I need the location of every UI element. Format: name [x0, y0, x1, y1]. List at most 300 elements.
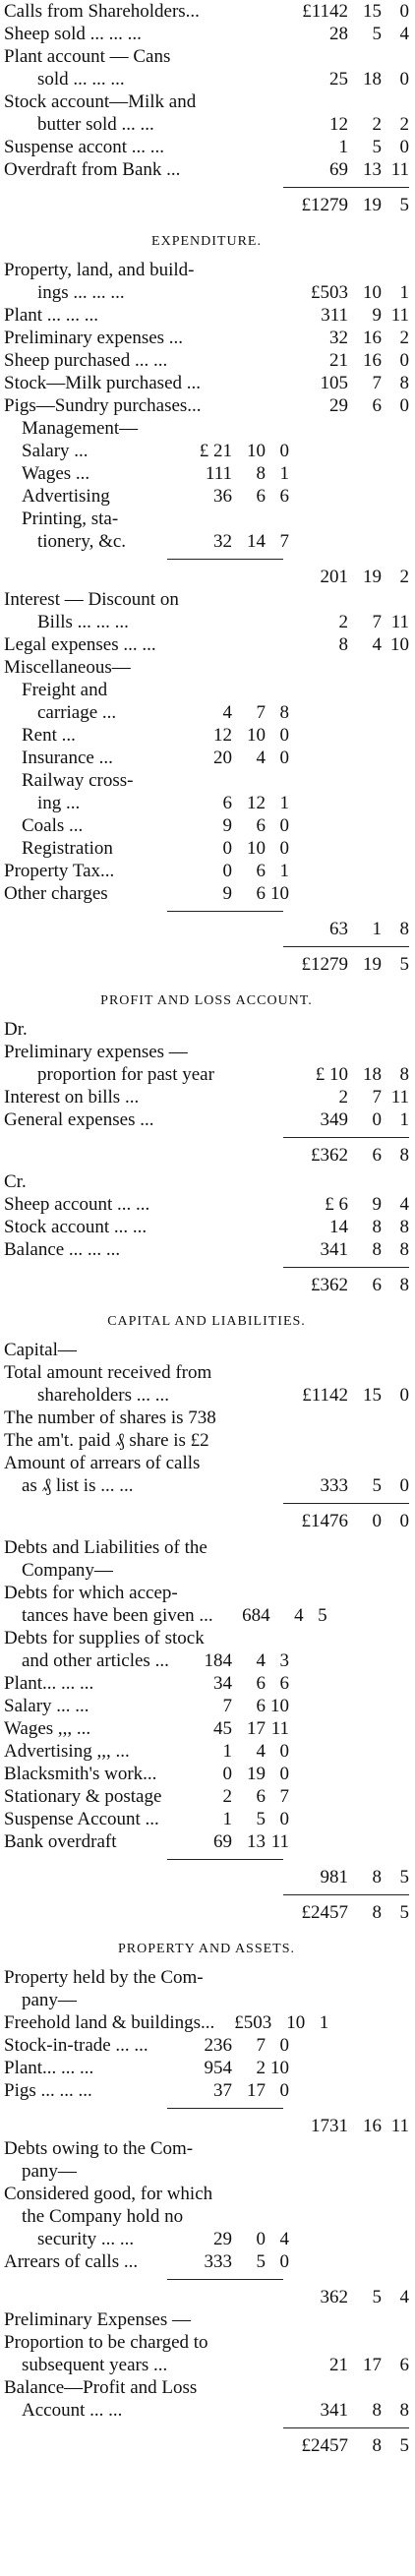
inner-amount — [175, 1695, 289, 1717]
row-label: carriage ... — [37, 702, 117, 723]
amount-part: £ 10 — [315, 1064, 348, 1085]
ledger-row — [4, 440, 409, 462]
row-label: Management— — [22, 418, 139, 439]
amount-part: 36 — [213, 486, 232, 507]
inner-amount — [175, 724, 289, 747]
amount-part: 0 — [399, 1511, 409, 1531]
row-label: ings ... ... ... — [37, 282, 125, 303]
amount-part: £1279 — [301, 195, 348, 215]
ledger-row — [4, 462, 409, 485]
inner-amount — [175, 462, 289, 485]
row-label: Wages ... — [22, 463, 90, 484]
total-rule — [283, 1894, 409, 1895]
ledger-row — [4, 882, 409, 905]
row-label: General expenses ... — [4, 1109, 154, 1130]
amount-part: 10 — [270, 1696, 289, 1716]
row-label: subsequent years ... — [22, 2355, 168, 2375]
amount-part: 10 — [247, 725, 266, 746]
ledger-row — [4, 1866, 409, 1888]
amount-part: 18 — [363, 69, 382, 90]
row-label: Bank overdraft — [4, 1831, 117, 1852]
amount-part: 981 — [320, 1867, 348, 1887]
amount-part: 2 — [399, 567, 409, 587]
amount — [281, 1063, 409, 1086]
amount-part: 6 — [279, 1673, 289, 1694]
total-amount — [281, 2434, 409, 2457]
amount — [281, 394, 409, 417]
amount-part: £ 21 — [199, 441, 232, 461]
amount-part: 11 — [390, 612, 409, 632]
ledger-row — [4, 1041, 409, 1063]
amount-part: 8 — [399, 373, 409, 393]
row-label: Miscellaneous— — [4, 657, 131, 678]
amount-part: 8 — [372, 1867, 382, 1887]
amount-part: 9 — [372, 1194, 382, 1215]
amount-part: £ 6 — [325, 1194, 348, 1215]
amount-part: 0 — [279, 815, 289, 836]
amount-part: 8 — [372, 1902, 382, 1923]
sub-rule — [167, 2279, 283, 2280]
amount-part: 6 — [399, 2355, 409, 2375]
row-label: Pigs—Sundry purchases... — [4, 395, 202, 416]
ledger-row — [4, 1559, 409, 1582]
ledger-row — [4, 1474, 409, 1497]
ledger-row — [4, 1216, 409, 1238]
row-label: Insurance ... — [22, 748, 113, 768]
total-rule — [283, 187, 409, 188]
amount-part: 25 — [329, 69, 348, 90]
ledger-row — [4, 485, 409, 508]
amount-part: 6 — [222, 793, 232, 813]
amount — [281, 372, 409, 394]
amount-part: 2 — [372, 114, 382, 135]
ledger-row — [4, 158, 409, 181]
amount-part: 16 — [363, 350, 382, 371]
row-label: Preliminary expenses — — [4, 1042, 188, 1062]
row-label: Advertising ,,, ... — [4, 1741, 130, 1762]
amount-part: 0 — [222, 838, 232, 859]
ledger-row — [4, 2137, 409, 2160]
ledger-row — [4, 349, 409, 372]
row-label: the Company hold no — [22, 2206, 184, 2227]
amount-part: 11 — [390, 1087, 409, 1108]
row-label: proportion for past year — [37, 1064, 214, 1085]
inner-amount — [175, 1763, 289, 1785]
amount-part: 0 — [399, 1385, 409, 1406]
amount-part: 69 — [213, 1831, 232, 1852]
amount-part: 1 — [279, 861, 289, 881]
ledger-row — [4, 2011, 409, 2034]
amount-part: 311 — [321, 305, 348, 326]
ledger-row — [4, 1604, 409, 1627]
ledger-row — [4, 679, 409, 701]
row-label: Property Tax... — [4, 861, 115, 881]
row-label: Salary ... ... — [4, 1696, 89, 1716]
amount-part: 2 — [338, 612, 348, 632]
inner-amount — [175, 1808, 289, 1830]
ledger-row — [4, 90, 409, 113]
amount-part: 341 — [320, 2400, 348, 2421]
amount-part: £503 — [234, 2012, 272, 2033]
amount-part: 0 — [399, 1, 409, 22]
amount-part: 5 — [399, 954, 409, 975]
amount — [281, 113, 409, 136]
inner-amount — [175, 1717, 289, 1740]
row-label: tances have been given ... — [22, 1605, 213, 1626]
ledger-row — [4, 814, 409, 837]
inner-amount — [175, 1672, 289, 1695]
amount-part: 5 — [372, 24, 382, 44]
amount-part: 0 — [279, 441, 289, 461]
amount-part: 18 — [363, 1064, 382, 1085]
inner-amount — [175, 530, 289, 553]
amount-part: 0 — [279, 838, 289, 859]
ledger-row — [4, 1407, 409, 1429]
ledger-row — [4, 45, 409, 68]
amount-part: 21 — [329, 2355, 348, 2375]
amount-part: £362 — [311, 1145, 348, 1166]
row-label: Debts owing to the Com- — [4, 2138, 194, 2159]
amount-part: 8 — [399, 1064, 409, 1085]
amount-part: 333 — [320, 1475, 348, 1496]
ledger-row — [4, 1649, 409, 1672]
ledger-row — [4, 1830, 409, 1853]
ledger-row — [4, 2115, 409, 2137]
ledger-row — [4, 1785, 409, 1808]
ledger-row — [4, 1989, 409, 2011]
amount-part: 1 — [319, 2012, 329, 2033]
row-label: Balance—Profit and Loss — [4, 2377, 198, 2398]
amount — [281, 2399, 409, 2422]
row-label: Coals ... — [22, 815, 84, 836]
total-rule — [283, 1267, 409, 1268]
amount-part: 684 — [242, 1605, 270, 1626]
amount-part: 236 — [204, 2035, 232, 2056]
amount-part: 2 — [399, 328, 409, 348]
amount-part: 4 — [372, 634, 382, 655]
ledger-row — [4, 68, 409, 90]
amount — [281, 2115, 409, 2137]
amount-part: 15 — [363, 1, 382, 22]
row-label: Cr. — [4, 1171, 27, 1192]
amount-part: 20 — [213, 748, 232, 768]
ledger-row — [4, 2183, 409, 2205]
amount-part: 8 — [338, 634, 348, 655]
total-amount — [281, 1274, 409, 1296]
section-heading: EXPENDITURE. — [151, 234, 262, 249]
amount-part: 0 — [279, 748, 289, 768]
total-row — [4, 1901, 409, 1924]
ledger-row — [4, 2057, 409, 2079]
section-heading: PROFIT AND LOSS ACCOUNT. — [100, 993, 313, 1008]
amount-part: 32 — [329, 328, 348, 348]
row-label: Registration — [22, 838, 113, 859]
amount-part: 17 — [247, 2080, 266, 2101]
row-label: Other charges — [4, 883, 108, 904]
amount-part: 37 — [213, 2080, 232, 2101]
amount-part: 6 — [372, 1275, 382, 1295]
row-label: Stock account ... ... — [4, 1217, 148, 1237]
ledger-row — [4, 113, 409, 136]
amount-part: 333 — [204, 2251, 232, 2272]
amount-part: 12 — [247, 793, 266, 813]
row-label: pany— — [22, 2161, 77, 2182]
inner-amount — [175, 792, 289, 814]
amount-part: 19 — [363, 567, 382, 587]
amount-part: 2 — [222, 1786, 232, 1807]
row-label: pany— — [22, 1990, 77, 2010]
ledger-row — [4, 2079, 409, 2102]
ledger-row — [4, 259, 409, 281]
amount — [281, 23, 409, 45]
total-amount — [281, 194, 409, 216]
row-label: Salary ... — [22, 441, 89, 461]
row-label: Company— — [22, 1560, 113, 1581]
amount-part: 6 — [256, 486, 266, 507]
amount-part: 10 — [270, 2058, 289, 2078]
amount-part: 105 — [320, 373, 348, 393]
ledger-row — [4, 2286, 409, 2308]
amount-part: 12 — [213, 725, 232, 746]
amount-part: 1 — [222, 1741, 232, 1762]
amount-part: 11 — [390, 305, 409, 326]
total-amount — [281, 1901, 409, 1924]
amount-part: 1 — [399, 1109, 409, 1130]
amount-part: 0 — [399, 395, 409, 416]
amount-part: 10 — [270, 883, 289, 904]
row-label: Blacksmith's work... — [4, 1764, 157, 1784]
amount-part: 8 — [372, 2400, 382, 2421]
ledger-row — [4, 530, 409, 553]
amount-part: 16 — [363, 2116, 382, 2136]
ledger-row — [4, 327, 409, 349]
total-rule — [283, 946, 409, 947]
amount-part: 0 — [279, 1764, 289, 1784]
total-rule — [283, 1137, 409, 1138]
amount-part: £1279 — [301, 954, 348, 975]
amount-part: 63 — [329, 919, 348, 939]
ledger-row — [4, 1238, 409, 1261]
amount-part: 10 — [363, 282, 382, 303]
amount-part: 11 — [270, 1831, 289, 1852]
amount-part: 7 — [372, 373, 382, 393]
ledger-row — [4, 701, 409, 724]
amount-part: 6 — [256, 815, 266, 836]
row-label: Total amount received from — [4, 1362, 212, 1383]
row-label: Stock—Milk purchased ... — [4, 373, 202, 393]
inner-amount — [175, 2079, 289, 2102]
row-label: Preliminary expenses ... — [4, 328, 184, 348]
total-row — [4, 1274, 409, 1296]
total-row — [4, 953, 409, 976]
amount-part: 954 — [204, 2058, 232, 2078]
row-label: Stock account—Milk and — [4, 91, 197, 112]
ledger-row — [4, 792, 409, 814]
row-label: Overdraft from Bank ... — [4, 159, 181, 180]
row-label: as ₰ list is ... ... — [22, 1475, 134, 1496]
amount — [281, 633, 409, 656]
amount-part: £2457 — [301, 2435, 348, 2456]
amount — [281, 1216, 409, 1238]
row-label: Sheep account ... ... — [4, 1194, 150, 1215]
amount-part: 0 — [222, 1764, 232, 1784]
amount — [281, 1866, 409, 1888]
amount-part: 4 — [399, 2287, 409, 2307]
amount-part: 5 — [399, 195, 409, 215]
amount-part: 19 — [247, 1764, 266, 1784]
row-label: Preliminary Expenses — — [4, 2309, 191, 2330]
row-label: Property, land, and build- — [4, 260, 195, 280]
amount-part: 9 — [222, 815, 232, 836]
amount-part: 8 — [372, 2435, 382, 2456]
amount — [281, 68, 409, 90]
inner-amount — [214, 2011, 328, 2034]
inner-amount — [175, 2057, 289, 2079]
row-label: Balance ... ... ... — [4, 1239, 121, 1260]
amount-part: 0 — [399, 137, 409, 157]
amount-part: 341 — [320, 1239, 348, 1260]
ledger-row — [4, 394, 409, 417]
amount-part: 8 — [399, 1275, 409, 1295]
amount-part: 1 — [222, 1809, 232, 1829]
amount-part: 4 — [256, 1741, 266, 1762]
inner-amount — [175, 1740, 289, 1763]
amount — [281, 158, 409, 181]
amount-part: 34 — [213, 1673, 232, 1694]
amount — [281, 1193, 409, 1216]
total-amount — [281, 953, 409, 976]
row-label: Plant account — Cans — [4, 46, 171, 67]
amount-part: 19 — [363, 195, 382, 215]
ledger-row — [4, 1582, 409, 1604]
amount-part: 2 — [399, 114, 409, 135]
amount-part: 2 — [338, 1087, 348, 1108]
amount-part: 4 — [399, 24, 409, 44]
ledger-row — [4, 1086, 409, 1108]
amount-part: 6 — [372, 1145, 382, 1166]
amount — [281, 611, 409, 633]
amount-part: 8 — [399, 1145, 409, 1166]
amount-part: 17 — [247, 1718, 266, 1739]
amount-part: 15 — [363, 1385, 382, 1406]
amount-part: 0 — [399, 69, 409, 90]
amount-part: 8 — [256, 463, 266, 484]
ledger-row — [4, 417, 409, 440]
row-label: and other articles ... — [22, 1650, 169, 1671]
amount — [281, 304, 409, 327]
row-label: Debts for supplies of stock — [4, 1628, 205, 1648]
row-label: Suspense accont ... ... — [4, 137, 165, 157]
amount-part: 6 — [256, 1786, 266, 1807]
ledger-row — [4, 1740, 409, 1763]
row-label: sold ... ... ... — [37, 69, 125, 90]
amount-part: 0 — [279, 2251, 289, 2272]
ledger-row — [4, 2205, 409, 2228]
total-amount — [281, 1510, 409, 1532]
amount-part: 0 — [279, 1809, 289, 1829]
amount-part: 349 — [320, 1109, 348, 1130]
ledger-row — [4, 1339, 409, 1361]
amount-part: 10 — [390, 634, 409, 655]
ledger-row — [4, 1536, 409, 1559]
ledger-row — [4, 1108, 409, 1131]
sub-rule — [167, 2108, 283, 2109]
amount-part: 4 — [222, 702, 232, 723]
ledger-row — [4, 837, 409, 860]
row-label: Stock-in-trade ... ... — [4, 2035, 148, 2056]
amount — [281, 1384, 409, 1407]
row-label: Plant ... ... ... — [4, 305, 99, 326]
amount-part: 12 — [329, 114, 348, 135]
amount-part: 7 — [279, 1786, 289, 1807]
amount-part: 8 — [399, 1217, 409, 1237]
amount-part: 10 — [247, 838, 266, 859]
row-label: Dr. — [4, 1019, 28, 1040]
amount-part: 6 — [256, 1696, 266, 1716]
ledger-row — [4, 2376, 409, 2399]
amount-part: 5 — [399, 1902, 409, 1923]
row-label: Sheep purchased ... ... — [4, 350, 168, 371]
inner-amount — [175, 837, 289, 860]
amount-part: 4 — [256, 748, 266, 768]
amount-part: 28 — [329, 24, 348, 44]
row-label: Considered good, for which — [4, 2184, 213, 2204]
amount-part: 5 — [318, 1605, 327, 1626]
ledger-row — [4, 1384, 409, 1407]
ledger-row — [4, 23, 409, 45]
amount — [281, 1086, 409, 1108]
ledger-row — [4, 281, 409, 304]
amount-part: 0 — [279, 2080, 289, 2101]
amount — [281, 1108, 409, 1131]
amount-part: 10 — [286, 2012, 306, 2033]
row-label: Advertising — [22, 486, 110, 507]
sub-rule — [167, 559, 283, 560]
total-rule — [283, 1503, 409, 1504]
inner-amount — [175, 882, 289, 905]
inner-amount — [175, 440, 289, 462]
amount — [281, 2354, 409, 2376]
amount-part: 0 — [279, 2035, 289, 2056]
ledger-row — [4, 1966, 409, 1989]
amount-part: 45 — [213, 1718, 232, 1739]
amount-part: 7 — [372, 1087, 382, 1108]
row-label: Wages ,,, ... — [4, 1718, 91, 1739]
amount-part: 201 — [320, 567, 348, 587]
ledger-row — [4, 1717, 409, 1740]
amount-part: 16 — [363, 328, 382, 348]
amount — [281, 1474, 409, 1497]
amount-part: 32 — [213, 531, 232, 552]
amount-part: 111 — [205, 463, 232, 484]
ledger-row — [4, 1361, 409, 1384]
amount-part: 0 — [222, 861, 232, 881]
amount-part: 1731 — [311, 2116, 348, 2136]
amount-part: 0 — [279, 1741, 289, 1762]
ledger-row — [4, 1063, 409, 1086]
row-label: Debts and Liabilities of the — [4, 1537, 208, 1558]
amount-part: 0 — [399, 350, 409, 371]
amount-part: 4 — [256, 1650, 266, 1671]
amount — [281, 0, 409, 23]
amount-part: £362 — [311, 1275, 348, 1295]
amount-part: £2457 — [301, 1902, 348, 1923]
ledger-row — [4, 304, 409, 327]
row-label: Freehold land & buildings... — [4, 2012, 215, 2033]
row-label: Account ... ... — [22, 2400, 123, 2421]
amount-part: £1476 — [301, 1511, 348, 1531]
amount-part: 7 — [372, 612, 382, 632]
